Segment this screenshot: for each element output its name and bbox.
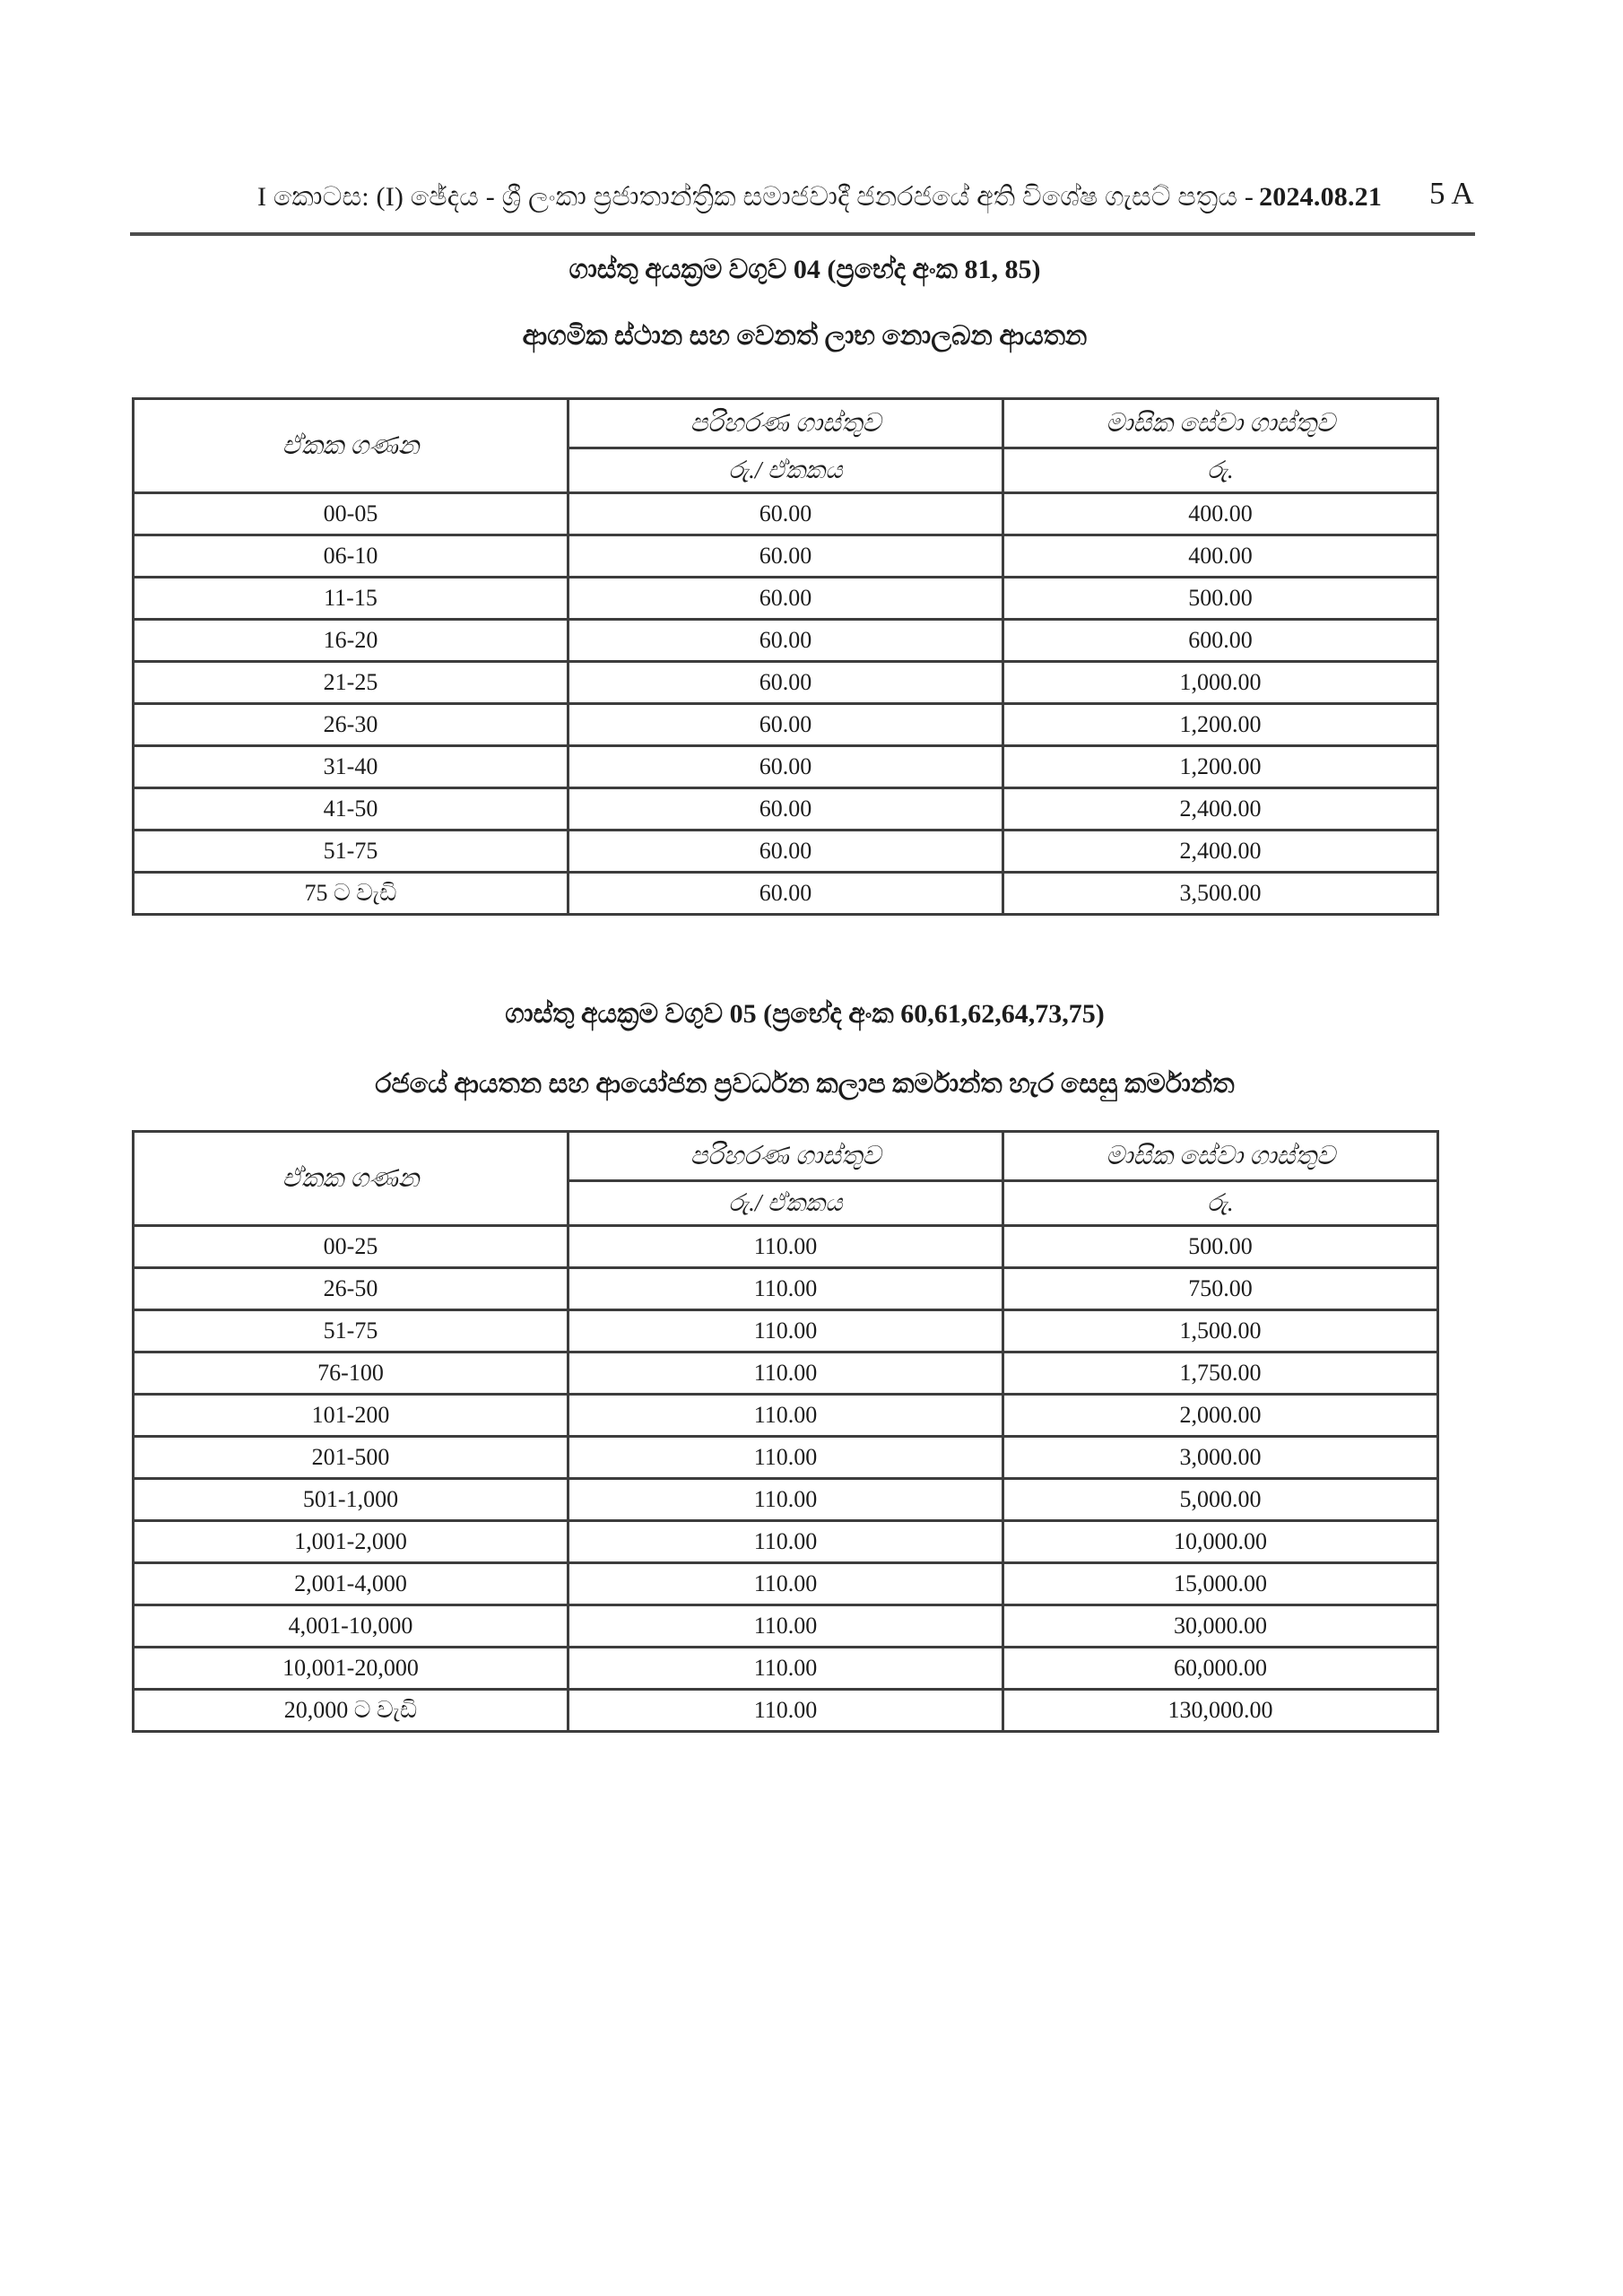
tariff-table-05 bbox=[132, 1130, 1439, 1733]
table-cell: 60,000.00 bbox=[1003, 1648, 1438, 1690]
table-body bbox=[134, 1226, 1438, 1732]
table-cell: 1,000.00 bbox=[1003, 662, 1438, 704]
table-cell: 26-50 bbox=[134, 1268, 568, 1310]
table-cell: 110.00 bbox=[568, 1395, 1003, 1437]
table-cell: 2,400.00 bbox=[1003, 831, 1438, 873]
table-cell: 400.00 bbox=[1003, 535, 1438, 578]
table-cell: 76-100 bbox=[134, 1352, 568, 1395]
column-header-usage-charge: පරිහරණ ගාස්තුව bbox=[568, 399, 1003, 448]
table-row bbox=[134, 620, 1438, 662]
column-header-usage-charge: පරිහරණ ගාස්තුව bbox=[568, 1132, 1003, 1181]
table-cell: 60.00 bbox=[568, 493, 1003, 535]
table-cell: 15,000.00 bbox=[1003, 1563, 1438, 1605]
column-header-monthly-service-charge: මාසික සේවා ගාස්තුව bbox=[1003, 399, 1438, 448]
table-cell: 1,200.00 bbox=[1003, 704, 1438, 746]
table-cell: 101-200 bbox=[134, 1395, 568, 1437]
table-cell: 110.00 bbox=[568, 1310, 1003, 1352]
table-row bbox=[134, 1268, 1438, 1310]
table-cell: 10,001-20,000 bbox=[134, 1648, 568, 1690]
table-row bbox=[134, 493, 1438, 535]
section1-subtitle: ආගමික ස්ථාන සහ වෙනත් ලාභ නොලබන ආයතන bbox=[522, 321, 1088, 351]
column-subheader-rs-per-unit: රු./ ඒකකය bbox=[568, 1181, 1003, 1226]
page-number: 5 A bbox=[1429, 176, 1474, 211]
table-row bbox=[134, 1690, 1438, 1732]
table-cell: 1,200.00 bbox=[1003, 746, 1438, 788]
table-cell: 31-40 bbox=[134, 746, 568, 788]
table-cell: 201-500 bbox=[134, 1437, 568, 1479]
table-cell: 110.00 bbox=[568, 1563, 1003, 1605]
table-cell: 600.00 bbox=[1003, 620, 1438, 662]
table-cell: 51-75 bbox=[134, 1310, 568, 1352]
table-row bbox=[134, 1437, 1438, 1479]
table-cell: 60.00 bbox=[568, 873, 1003, 915]
page-header bbox=[257, 182, 1382, 213]
section2-title: ගාස්තු අයක්‍රම වගුව 05 (ප්‍රභේද අංක 60,61,62,64,73,75) bbox=[505, 999, 1105, 1029]
table-cell: 2,001-4,000 bbox=[134, 1563, 568, 1605]
table-cell: 110.00 bbox=[568, 1690, 1003, 1732]
table-cell: 750.00 bbox=[1003, 1268, 1438, 1310]
table-row bbox=[134, 1521, 1438, 1563]
table-cell: 110.00 bbox=[568, 1648, 1003, 1690]
table-cell: 110.00 bbox=[568, 1437, 1003, 1479]
table-row bbox=[134, 1226, 1438, 1268]
column-header-units: ඒකක ගණන bbox=[134, 399, 568, 493]
table-row bbox=[134, 1479, 1438, 1521]
table-cell: 20,000 ට වැඩි bbox=[134, 1690, 568, 1732]
table-cell: 1,750.00 bbox=[1003, 1352, 1438, 1395]
table-cell: 2,000.00 bbox=[1003, 1395, 1438, 1437]
table-header bbox=[134, 399, 1438, 493]
table-cell: 110.00 bbox=[568, 1605, 1003, 1648]
table-cell: 501-1,000 bbox=[134, 1479, 568, 1521]
gazette-date: 2024.08.21 bbox=[1259, 182, 1383, 212]
table-cell: 110.00 bbox=[568, 1226, 1003, 1268]
table-row bbox=[134, 746, 1438, 788]
table-cell: 60.00 bbox=[568, 788, 1003, 831]
table-cell: 110.00 bbox=[568, 1352, 1003, 1395]
table-cell: 3,500.00 bbox=[1003, 873, 1438, 915]
table-cell: 130,000.00 bbox=[1003, 1690, 1438, 1732]
table-cell: 60.00 bbox=[568, 662, 1003, 704]
table-cell: 06-10 bbox=[134, 535, 568, 578]
table-cell: 1,500.00 bbox=[1003, 1310, 1438, 1352]
column-subheader-rs-per-unit: රු./ ඒකකය bbox=[568, 448, 1003, 493]
table-row bbox=[134, 831, 1438, 873]
table-cell: 11-15 bbox=[134, 578, 568, 620]
table-cell: 3,000.00 bbox=[1003, 1437, 1438, 1479]
table-row bbox=[134, 1395, 1438, 1437]
tariff-table-04 bbox=[132, 397, 1439, 916]
table-header-row-main bbox=[134, 1132, 1438, 1181]
table-cell: 60.00 bbox=[568, 578, 1003, 620]
table-cell: 110.00 bbox=[568, 1479, 1003, 1521]
column-header-units: ඒකක ගණන bbox=[134, 1132, 568, 1226]
table-row bbox=[134, 704, 1438, 746]
table-cell: 60.00 bbox=[568, 620, 1003, 662]
table-row bbox=[134, 1352, 1438, 1395]
table-cell: 60.00 bbox=[568, 831, 1003, 873]
table-row bbox=[134, 1563, 1438, 1605]
table-row bbox=[134, 535, 1438, 578]
table-cell: 26-30 bbox=[134, 704, 568, 746]
table-body bbox=[134, 493, 1438, 915]
table-cell: 500.00 bbox=[1003, 1226, 1438, 1268]
table-cell: 1,001-2,000 bbox=[134, 1521, 568, 1563]
table-cell: 21-25 bbox=[134, 662, 568, 704]
table-cell: 60.00 bbox=[568, 535, 1003, 578]
table-row bbox=[134, 788, 1438, 831]
table-row bbox=[134, 1605, 1438, 1648]
table-row bbox=[134, 1648, 1438, 1690]
table-cell: 10,000.00 bbox=[1003, 1521, 1438, 1563]
table-row bbox=[134, 578, 1438, 620]
table-row bbox=[134, 873, 1438, 915]
table-header bbox=[134, 1132, 1438, 1226]
table-cell: 110.00 bbox=[568, 1521, 1003, 1563]
column-subheader-rs: රු. bbox=[1003, 448, 1438, 493]
table-cell: 2,400.00 bbox=[1003, 788, 1438, 831]
table-cell: 4,001-10,000 bbox=[134, 1605, 568, 1648]
table-cell: 16-20 bbox=[134, 620, 568, 662]
section1-title: ගාස්තු අයක්‍රම වගුව 04 (ප්‍රභේද අංක 81, 85) bbox=[568, 255, 1041, 284]
table-cell: 51-75 bbox=[134, 831, 568, 873]
table-row bbox=[134, 1310, 1438, 1352]
section2-subtitle: රජයේ ආයතන සහ ආයෝජන ප්‍රවර්ධන කලාප කර්මාන්ත හැර සෙසු කර්මාන්ත bbox=[375, 1069, 1235, 1099]
table-cell: 60.00 bbox=[568, 704, 1003, 746]
table-cell: 110.00 bbox=[568, 1268, 1003, 1310]
table-cell: 41-50 bbox=[134, 788, 568, 831]
column-subheader-rs: රු. bbox=[1003, 1181, 1438, 1226]
gazette-title-text: I කොටස: (I) ඡේදය - ශ්‍රී ලංකා ප්‍රජාතාන්ත්‍රික සමාජවාදී ජනරජයේ අති විශේෂ ගැසට් පත්‍රය - bbox=[257, 182, 1254, 212]
table-cell: 75 ට වැඩි bbox=[134, 873, 568, 915]
table-cell: 60.00 bbox=[568, 746, 1003, 788]
table-cell: 400.00 bbox=[1003, 493, 1438, 535]
table-cell: 5,000.00 bbox=[1003, 1479, 1438, 1521]
table-header-row-main bbox=[134, 399, 1438, 448]
header-divider-rule bbox=[130, 232, 1475, 236]
table-cell: 00-25 bbox=[134, 1226, 568, 1268]
table-cell: 500.00 bbox=[1003, 578, 1438, 620]
table-row bbox=[134, 662, 1438, 704]
column-header-monthly-service-charge: මාසික සේවා ගාස්තුව bbox=[1003, 1132, 1438, 1181]
table-cell: 30,000.00 bbox=[1003, 1605, 1438, 1648]
table-cell: 00-05 bbox=[134, 493, 568, 535]
